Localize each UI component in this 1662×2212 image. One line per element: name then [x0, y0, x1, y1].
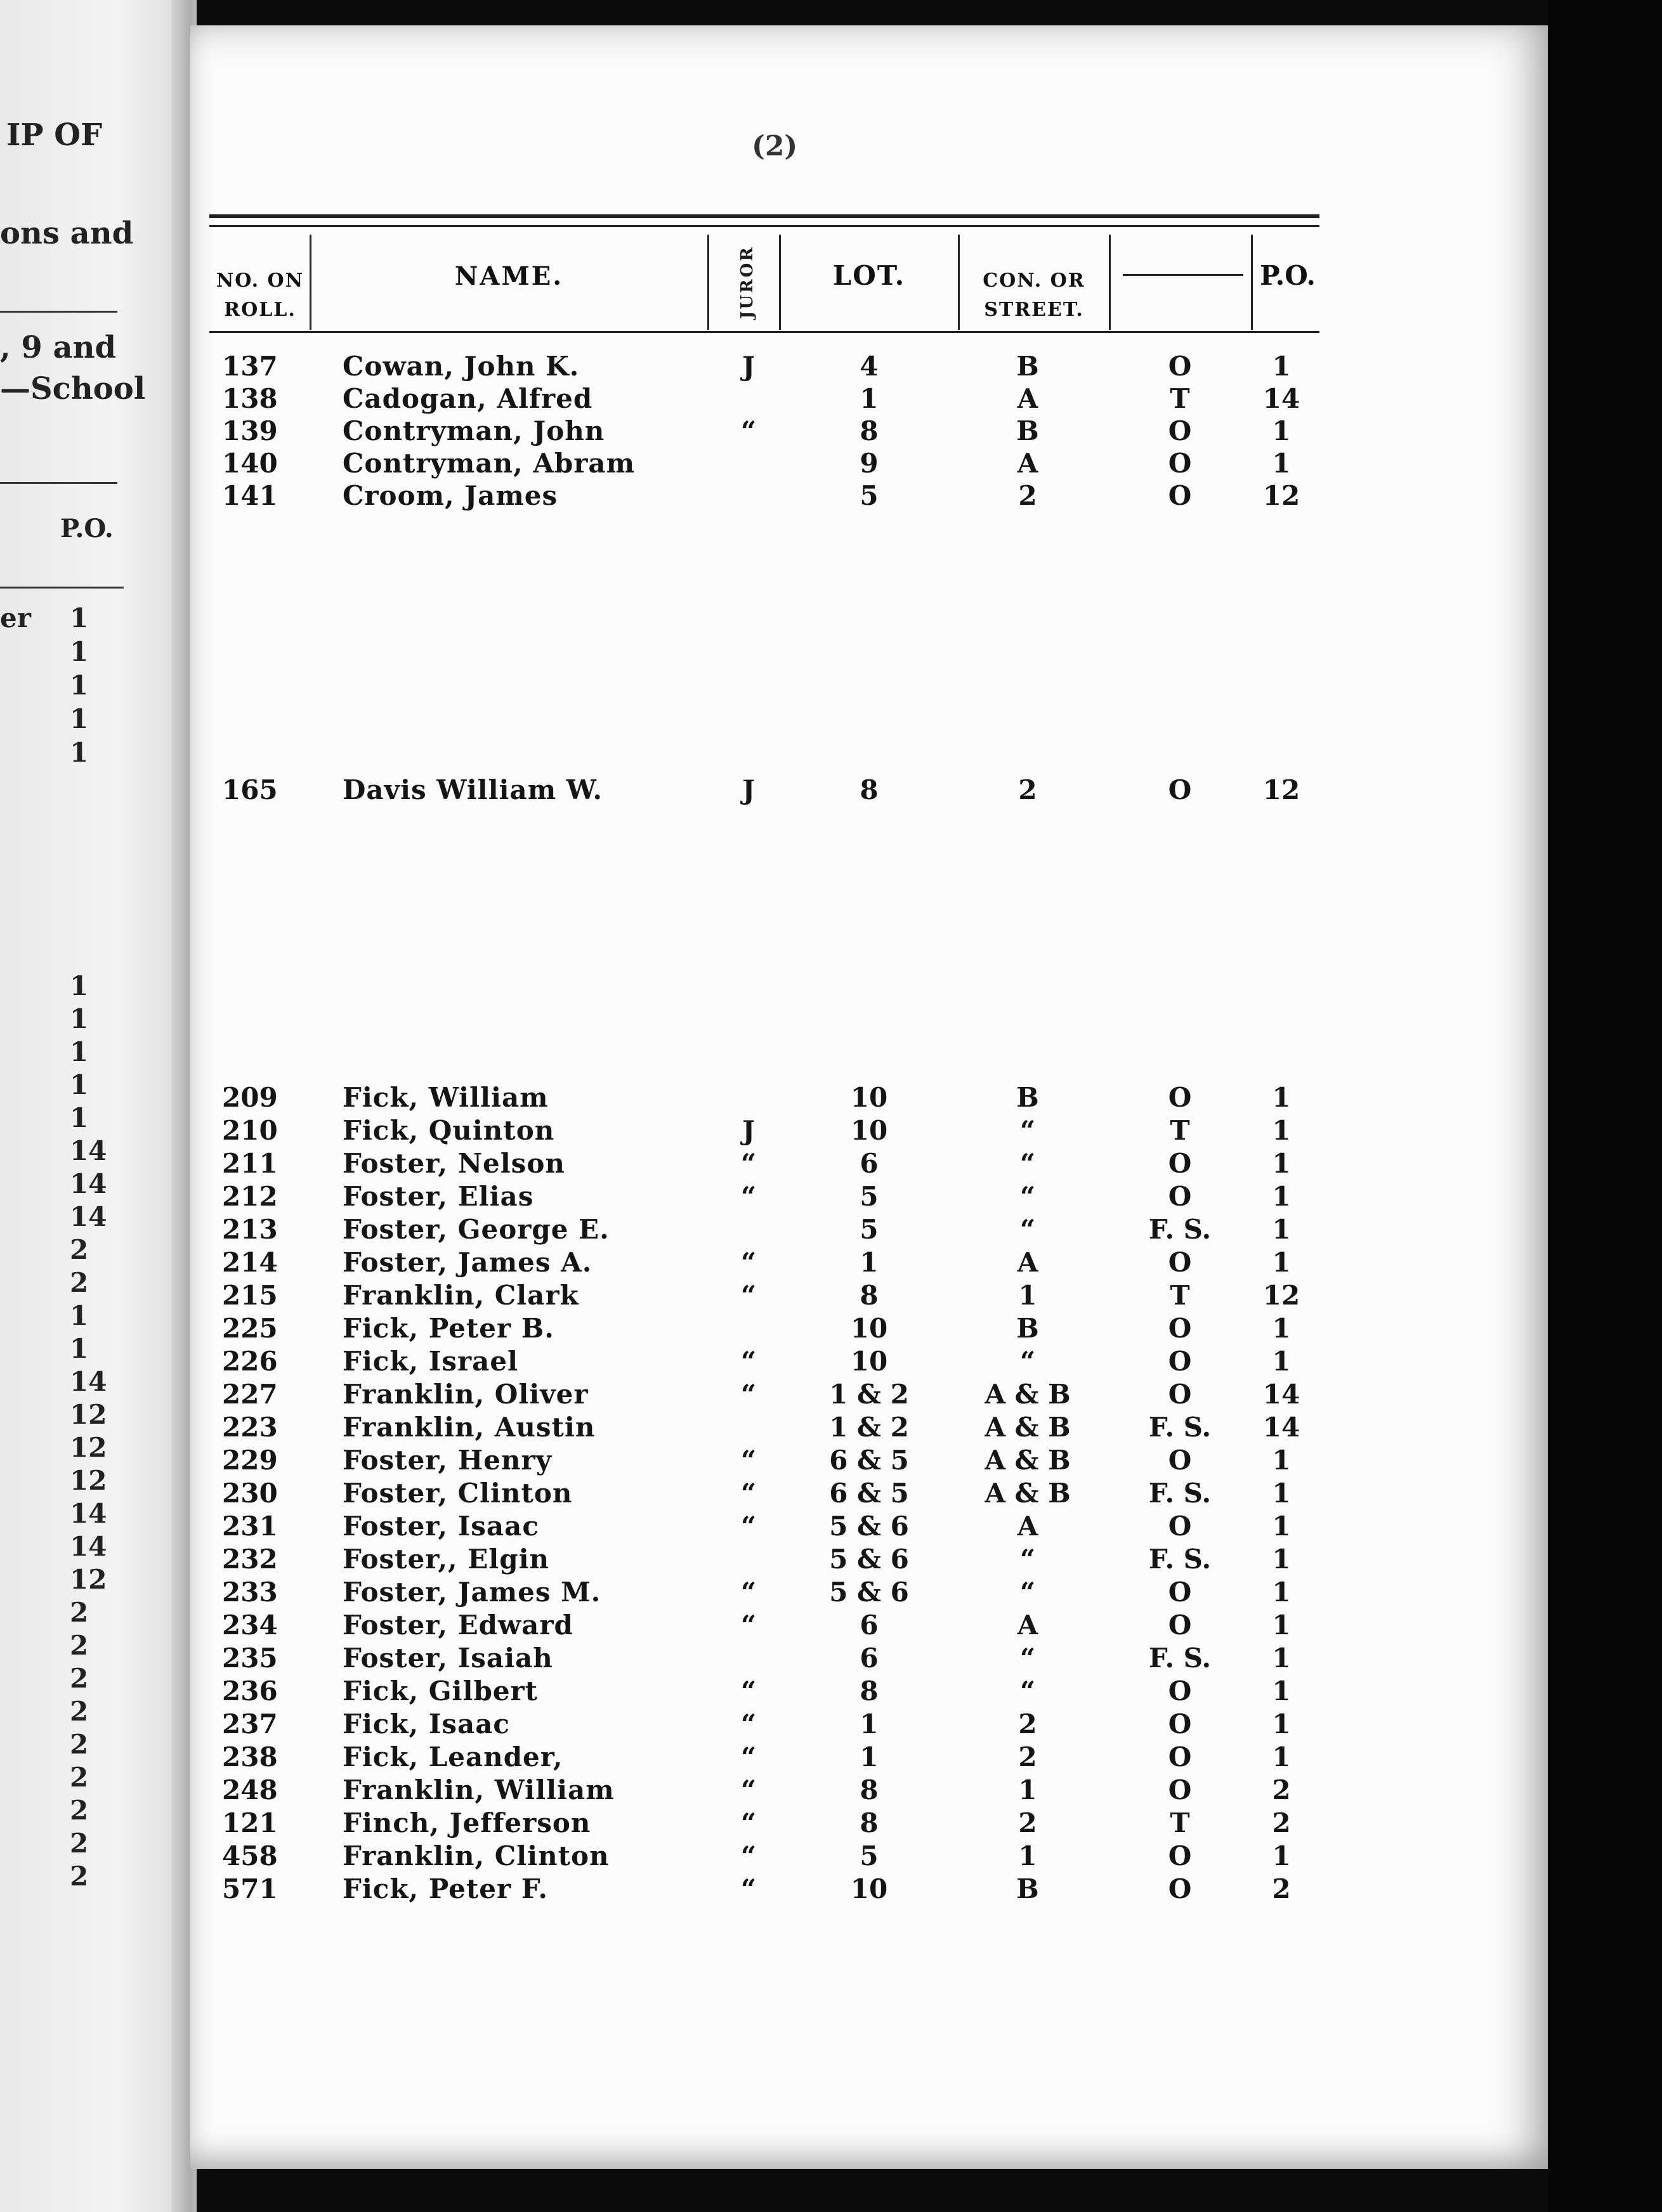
elector-name: Fick, Quinton: [343, 1115, 555, 1146]
concession-or-street: “: [1019, 1643, 1036, 1674]
concession-or-street: A & B: [985, 1478, 1071, 1509]
status-code: O: [1168, 1873, 1192, 1904]
roll-number: 235: [222, 1643, 278, 1674]
status-code: O: [1168, 1445, 1192, 1476]
table-row: [0, 447, 1662, 480]
status-code: O: [1168, 1247, 1192, 1278]
roll-number: 458: [222, 1840, 278, 1871]
concession-or-street: “: [1019, 1181, 1036, 1212]
table-row: [0, 415, 1662, 448]
left-page-po-value: 12: [70, 1465, 107, 1496]
table-row: [0, 1708, 1662, 1741]
table-row: [0, 1444, 1662, 1477]
left-page-po-value: 2: [70, 1696, 89, 1727]
status-code: O: [1168, 1511, 1192, 1542]
post-office: 1: [1272, 1511, 1291, 1542]
juror-mark: “: [740, 1577, 757, 1608]
left-page-rule: [0, 311, 117, 313]
left-page-po-header: P.O.: [60, 514, 114, 543]
roll-number: 229: [222, 1445, 278, 1476]
post-office: 1: [1272, 1247, 1291, 1278]
header-juror-label: JUROR: [738, 245, 757, 319]
elector-name: Foster, James A.: [343, 1247, 592, 1278]
concession-or-street: 2: [1018, 480, 1037, 511]
roll-number: 121: [222, 1807, 278, 1838]
left-page-po-value: 1: [70, 970, 89, 1001]
elector-name: Franklin, Austin: [343, 1412, 596, 1443]
post-office: 1: [1272, 1148, 1291, 1179]
left-page-po-value: 1: [70, 1300, 89, 1331]
left-page-po-value: 2: [70, 1861, 89, 1892]
status-code: T: [1170, 1115, 1190, 1146]
lot-number: 10: [850, 1115, 888, 1146]
post-office: 1: [1272, 1478, 1291, 1509]
lot-number: 6: [860, 1610, 879, 1641]
concession-or-street: “: [1019, 1115, 1036, 1146]
status-code: O: [1168, 1840, 1192, 1871]
roll-number: 223: [222, 1412, 278, 1443]
left-page-text-fragment: —School: [0, 371, 146, 407]
table-header-bottom-rule: [209, 331, 1319, 333]
lot-number: 10: [850, 1082, 888, 1113]
lot-number: 6: [860, 1148, 879, 1179]
elector-name: Fick, Gilbert: [343, 1675, 539, 1707]
lot-number: 6 & 5: [829, 1478, 909, 1509]
post-office: 14: [1262, 383, 1300, 414]
status-code: F. S.: [1148, 1643, 1212, 1674]
elector-name: Croom, James: [343, 480, 558, 511]
status-code: O: [1168, 480, 1192, 511]
status-code: O: [1168, 351, 1192, 382]
status-code: O: [1168, 1577, 1192, 1608]
table-row: [0, 1147, 1662, 1180]
juror-mark: “: [740, 1873, 757, 1904]
left-page-po-value: 2: [70, 1234, 89, 1265]
concession-or-street: B: [1016, 351, 1039, 382]
elector-name: Finch, Jefferson: [343, 1807, 591, 1838]
roll-number: 212: [222, 1181, 278, 1212]
roll-number: 215: [222, 1280, 278, 1311]
table-row: [0, 479, 1662, 512]
lot-number: 8: [860, 415, 879, 446]
lot-number: 1: [860, 1708, 879, 1740]
juror-mark: “: [740, 1346, 757, 1377]
roll-number: 139: [222, 415, 278, 446]
left-page-heading-fragment: IP OF: [6, 117, 103, 153]
juror-mark: “: [740, 415, 757, 446]
left-page-po-value: 12: [70, 1432, 107, 1463]
left-page-po-value: 1: [70, 1102, 89, 1133]
roll-number: 141: [222, 480, 278, 511]
post-office: 1: [1272, 1181, 1291, 1212]
roll-number: 209: [222, 1082, 278, 1113]
table-row: [0, 1312, 1662, 1345]
table-row: [0, 1114, 1662, 1147]
table-row: [0, 1609, 1662, 1642]
lot-number: 10: [850, 1346, 888, 1377]
elector-name: Foster, George E.: [343, 1214, 610, 1245]
lot-number: 8: [860, 1774, 879, 1805]
lot-number: 1 & 2: [829, 1412, 909, 1443]
header-lot: LOT.: [832, 260, 906, 291]
elector-name: Cadogan, Alfred: [343, 383, 593, 414]
lot-number: 5: [860, 480, 879, 511]
roll-number: 211: [222, 1148, 278, 1179]
juror-mark: “: [740, 1247, 757, 1278]
table-row: [0, 1543, 1662, 1576]
lot-number: 8: [860, 774, 879, 805]
left-page-po-value: 14: [70, 1135, 107, 1166]
status-code: O: [1168, 1313, 1192, 1344]
column-divider: [1109, 235, 1111, 330]
lot-number: 4: [860, 351, 879, 382]
roll-number: 230: [222, 1478, 278, 1509]
status-code: O: [1168, 1610, 1192, 1641]
roll-number: 214: [222, 1247, 278, 1278]
lot-number: 8: [860, 1280, 879, 1311]
concession-or-street: 2: [1018, 1708, 1037, 1740]
left-page-po-value: 1: [70, 1003, 89, 1034]
header-blank-column-dash: [1123, 274, 1243, 276]
left-page-po-value: 2: [70, 1597, 89, 1628]
concession-or-street: A: [1017, 1610, 1038, 1641]
table-row: [0, 350, 1662, 383]
table-row: [0, 1840, 1662, 1873]
left-page-po-value: 1: [70, 703, 89, 734]
roll-number: 138: [222, 383, 278, 414]
lot-number: 1 & 2: [829, 1379, 909, 1410]
table-row: [0, 1246, 1662, 1279]
left-page-po-value: 14: [70, 1201, 107, 1232]
elector-name: Foster, Isaiah: [343, 1643, 553, 1674]
table-row: [0, 1081, 1662, 1114]
table-row: [0, 1411, 1662, 1444]
juror-mark: “: [740, 1741, 757, 1773]
lot-number: 1: [860, 1741, 879, 1773]
post-office: 2: [1272, 1774, 1291, 1805]
left-page-po-value: 2: [70, 1795, 89, 1826]
post-office: 2: [1272, 1873, 1291, 1904]
left-page-po-value: 1: [70, 602, 89, 634]
table-row: [0, 1279, 1662, 1312]
post-office: 1: [1272, 1313, 1291, 1344]
table-row: [0, 1180, 1662, 1213]
table-row: [0, 1741, 1662, 1774]
left-page-po-value: 1: [70, 636, 89, 667]
concession-or-street: A & B: [985, 1379, 1071, 1410]
post-office: 1: [1272, 1741, 1291, 1773]
left-page-po-value: 12: [70, 1564, 107, 1595]
header-no-on-roll: [209, 266, 311, 325]
left-page-po-value: 1: [70, 1036, 89, 1067]
table-row: [0, 1345, 1662, 1378]
lot-number: 1: [860, 383, 879, 414]
concession-or-street: A: [1017, 1247, 1038, 1278]
lot-number: 5 & 6: [829, 1511, 909, 1542]
juror-mark: “: [740, 1148, 757, 1179]
lot-number: 5 & 6: [829, 1544, 909, 1575]
concession-or-street: “: [1019, 1577, 1036, 1608]
concession-or-street: “: [1019, 1544, 1036, 1575]
status-code: O: [1168, 1708, 1192, 1740]
lot-number: 6 & 5: [829, 1445, 909, 1476]
status-code: T: [1170, 383, 1190, 414]
table-row: [0, 1642, 1662, 1675]
lot-number: 9: [860, 448, 879, 479]
roll-number: 238: [222, 1741, 278, 1773]
left-page-po-value: 2: [70, 1630, 89, 1661]
roll-number: 213: [222, 1214, 278, 1245]
concession-or-street: A: [1017, 383, 1038, 414]
post-office: 1: [1272, 1082, 1291, 1113]
elector-name: Foster, Nelson: [343, 1148, 565, 1179]
elector-name: Contryman, Abram: [343, 448, 636, 479]
concession-or-street: “: [1019, 1346, 1036, 1377]
juror-mark: “: [740, 1280, 757, 1311]
roll-number: 165: [222, 774, 278, 805]
table-row: [0, 1576, 1662, 1609]
lot-number: 8: [860, 1675, 879, 1707]
lot-number: 1: [860, 1247, 879, 1278]
status-code: F. S.: [1148, 1544, 1212, 1575]
left-page-po-value: 12: [70, 1399, 107, 1430]
post-office: 1: [1272, 1675, 1291, 1707]
post-office: 12: [1262, 480, 1300, 511]
juror-mark: “: [740, 1379, 757, 1410]
concession-or-street: 1: [1018, 1280, 1037, 1311]
elector-name: Foster,, Elgin: [343, 1544, 550, 1575]
status-code: O: [1168, 1379, 1192, 1410]
left-page-po-value: 14: [70, 1366, 107, 1397]
concession-or-street: A: [1017, 1511, 1038, 1542]
status-code: O: [1168, 1082, 1192, 1113]
roll-number: 226: [222, 1346, 278, 1377]
concession-or-street: “: [1019, 1675, 1036, 1707]
concession-or-street: A & B: [985, 1445, 1071, 1476]
concession-or-street: “: [1019, 1148, 1036, 1179]
header-no-on-roll-line2: ROLL.: [224, 299, 296, 321]
lot-number: 6: [860, 1643, 879, 1674]
lot-number: 8: [860, 1807, 879, 1838]
juror-mark: “: [740, 1840, 757, 1871]
elector-name: Franklin, William: [343, 1774, 615, 1805]
post-office: 1: [1272, 1445, 1291, 1476]
juror-mark: “: [740, 1610, 757, 1641]
post-office: 2: [1272, 1807, 1291, 1838]
roll-number: 248: [222, 1774, 278, 1805]
roll-number: 571: [222, 1873, 278, 1904]
left-page-po-value: 2: [70, 1762, 89, 1793]
elector-name: Foster, Henry: [343, 1445, 553, 1476]
elector-name: Fick, Peter B.: [343, 1313, 554, 1344]
concession-or-street: B: [1016, 1313, 1039, 1344]
lot-number: 5: [860, 1214, 879, 1245]
concession-or-street: B: [1016, 1873, 1039, 1904]
status-code: F. S.: [1148, 1412, 1212, 1443]
roll-number: 236: [222, 1675, 278, 1707]
concession-or-street: A: [1017, 448, 1038, 479]
lot-number: 5: [860, 1840, 879, 1871]
left-page-po-value: 2: [70, 1267, 89, 1298]
left-page-po-value: 1: [70, 1069, 89, 1100]
table-row: [0, 1213, 1662, 1246]
header-name: NAME.: [454, 261, 564, 291]
concession-or-street: 1: [1018, 1840, 1037, 1871]
table-row: [0, 1510, 1662, 1543]
juror-mark: J: [742, 1115, 755, 1146]
left-page-text-fragment: ons and: [0, 216, 134, 251]
status-code: F. S.: [1148, 1214, 1212, 1245]
juror-mark: “: [740, 1511, 757, 1542]
lot-number: 5: [860, 1181, 879, 1212]
header-juror: [735, 241, 760, 323]
left-page-text-fragment: er: [0, 602, 31, 634]
header-po: P.O.: [1260, 260, 1316, 291]
status-code: O: [1168, 448, 1192, 479]
elector-name: Fick, Isaac: [343, 1708, 510, 1740]
concession-or-street: B: [1016, 415, 1039, 446]
roll-number: 231: [222, 1511, 278, 1542]
elector-name: Davis William W.: [343, 774, 603, 805]
left-page-po-value: 2: [70, 1729, 89, 1760]
post-office: 14: [1262, 1412, 1300, 1443]
elector-name: Cowan, John K.: [343, 351, 580, 382]
roll-number: 225: [222, 1313, 278, 1344]
table-row: [0, 1378, 1662, 1411]
juror-mark: “: [740, 1708, 757, 1740]
left-page-po-value: 1: [70, 1333, 89, 1364]
post-office: 12: [1262, 774, 1300, 805]
elector-name: Fick, Israel: [343, 1346, 519, 1377]
elector-name: Foster, Edward: [343, 1610, 573, 1641]
table-row: [0, 1873, 1662, 1906]
elector-name: Franklin, Clinton: [343, 1840, 610, 1871]
roll-number: 237: [222, 1708, 278, 1740]
status-code: T: [1170, 1807, 1190, 1838]
post-office: 1: [1272, 1840, 1291, 1871]
elector-name: Foster, Clinton: [343, 1478, 573, 1509]
header-con-or-street: [959, 266, 1109, 325]
elector-name: Franklin, Clark: [343, 1280, 579, 1311]
post-office: 14: [1262, 1379, 1300, 1410]
left-page-text-fragment: , 9 and: [0, 330, 117, 365]
column-divider: [707, 235, 709, 330]
table-top-rule: [209, 214, 1319, 218]
concession-or-street: B: [1016, 1082, 1039, 1113]
roll-number: 232: [222, 1544, 278, 1575]
status-code: O: [1168, 1148, 1192, 1179]
juror-mark: “: [740, 1774, 757, 1805]
table-row: [0, 1807, 1662, 1840]
roll-number: 234: [222, 1610, 278, 1641]
lot-number: 5 & 6: [829, 1577, 909, 1608]
post-office: 1: [1272, 1544, 1291, 1575]
post-office: 1: [1272, 351, 1291, 382]
juror-mark: “: [740, 1181, 757, 1212]
status-code: O: [1168, 1346, 1192, 1377]
left-page-po-value: 14: [70, 1498, 107, 1529]
post-office: 12: [1262, 1280, 1300, 1311]
juror-mark: J: [742, 774, 755, 805]
status-code: O: [1168, 774, 1192, 805]
roll-number: 210: [222, 1115, 278, 1146]
concession-or-street: 2: [1018, 1807, 1037, 1838]
elector-name: Foster, Elias: [343, 1181, 534, 1212]
post-office: 1: [1272, 1643, 1291, 1674]
concession-or-street: 1: [1018, 1774, 1037, 1805]
roll-number: 137: [222, 351, 278, 382]
concession-or-street: 2: [1018, 1741, 1037, 1773]
concession-or-street: A & B: [985, 1412, 1071, 1443]
lot-number: 10: [850, 1873, 888, 1904]
status-code: O: [1168, 1741, 1192, 1773]
post-office: 1: [1272, 1610, 1291, 1641]
status-code: T: [1170, 1280, 1190, 1311]
table-row: [0, 382, 1662, 415]
table-top-rule-thin: [209, 225, 1319, 227]
concession-or-street: 2: [1018, 774, 1037, 805]
roll-number: 140: [222, 448, 278, 479]
elector-name: Contryman, John: [343, 415, 605, 446]
status-code: F. S.: [1148, 1478, 1212, 1509]
concession-or-street: “: [1019, 1214, 1036, 1245]
page-number: (2): [752, 130, 798, 162]
elector-name: Foster, Isaac: [343, 1511, 539, 1542]
left-page-po-value: 1: [70, 670, 89, 701]
lot-number: 10: [850, 1313, 888, 1344]
juror-mark: “: [740, 1675, 757, 1707]
elector-name: Foster, James M.: [343, 1577, 601, 1608]
table-row: [0, 1774, 1662, 1807]
left-page-po-value: 2: [70, 1828, 89, 1859]
roll-number: 227: [222, 1379, 278, 1410]
elector-name: Franklin, Oliver: [343, 1379, 589, 1410]
status-code: O: [1168, 415, 1192, 446]
post-office: 1: [1272, 1115, 1291, 1146]
scan-border: [1548, 0, 1662, 2212]
status-code: O: [1168, 1675, 1192, 1707]
juror-mark: “: [740, 1807, 757, 1838]
header-no-on-roll-line1: NO. ON: [216, 270, 304, 292]
juror-mark: J: [742, 351, 755, 382]
left-page-po-value: 14: [70, 1531, 107, 1562]
roll-number: 233: [222, 1577, 278, 1608]
left-page-rule: [0, 587, 124, 589]
post-office: 1: [1272, 415, 1291, 446]
table-row: [0, 1477, 1662, 1510]
post-office: 1: [1272, 1708, 1291, 1740]
table-row: [0, 774, 1662, 807]
post-office: 1: [1272, 1346, 1291, 1377]
status-code: O: [1168, 1774, 1192, 1805]
header-con-line2: STREET.: [984, 299, 1084, 321]
header-con-line1: CON. OR: [983, 270, 1085, 292]
status-code: O: [1168, 1181, 1192, 1212]
post-office: 1: [1272, 1577, 1291, 1608]
left-page-po-value: 1: [70, 737, 89, 768]
post-office: 1: [1272, 448, 1291, 479]
elector-name: Fick, Leander,: [343, 1741, 563, 1773]
left-page-po-value: 14: [70, 1168, 107, 1199]
table-row: [0, 1675, 1662, 1708]
elector-name: Fick, William: [343, 1082, 549, 1113]
juror-mark: “: [740, 1445, 757, 1476]
left-page-po-value: 2: [70, 1663, 89, 1694]
juror-mark: “: [740, 1478, 757, 1509]
post-office: 1: [1272, 1214, 1291, 1245]
elector-name: Fick, Peter F.: [343, 1873, 548, 1904]
